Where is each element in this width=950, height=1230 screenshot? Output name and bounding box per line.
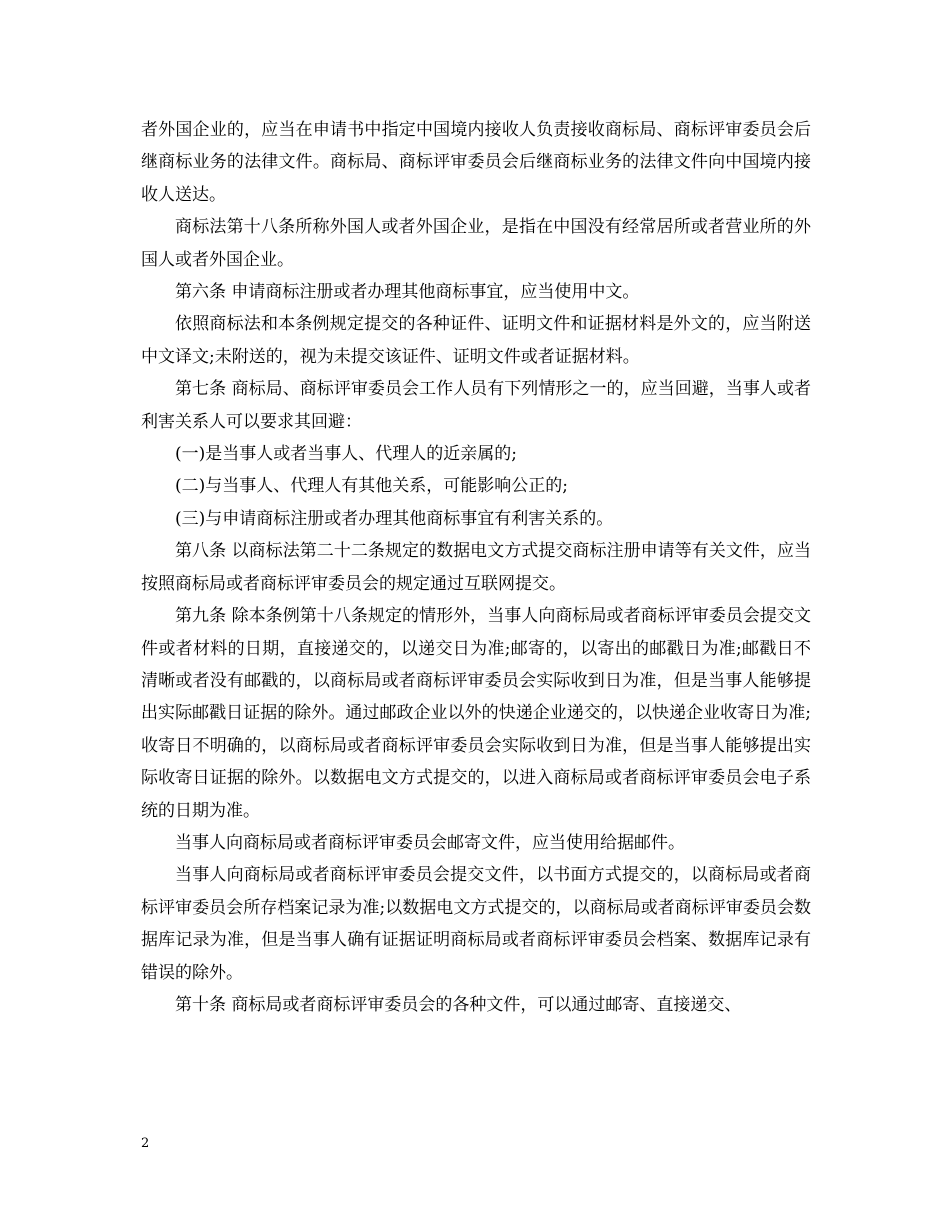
paragraph: (三)与申请商标注册或者办理其他商标事宜有利害关系的。 [175,508,614,529]
paragraph: 当事人向商标局或者商标评审委员会邮寄文件，应当使用给据邮件。 [175,832,685,853]
paragraph: (二)与当事人、代理人有其他关系，可能影响公正的; [175,476,568,497]
paragraph: 当事人向商标局或者商标评审委员会提交文件，以书面方式提交的，以商标局或者商标评审委员会所存档案记录为准;以数据电文方式提交的，以商标局或者商标评审委员会数据库记录为准，但是当事人确有证据证明商标局或者商标评审委员会档案、数据库记录有错误的除外。 [141,865,811,983]
page-number: 2 [141,1136,150,1151]
paragraph: 第六条 申请商标注册或者办理其他商标事宜，应当使用中文。 [175,282,640,303]
paragraph: 第九条 除本条例第十八条规定的情形外，当事人向商标局或者商标评审委员会提交文件或者材料的日期，直接递交的，以递交日为准;邮寄的，以寄出的邮戳日为准;邮戳日不清晰或者没有邮戳的，以商标局或者商标评审委员会实际收到日为准，但是当事人能够提出实际邮戳日证据的除外。通过邮政企业以外的快递企业递交的，以快递企业收寄日为准;收寄日不明确的，以商标局或者商标评审委员会实际收到日为准，但是当事人能够提出实际收寄日证据的除外。以数据电文方式提交的，以进入商标局或者商标评审委员会电子系统的日期为准。 [141,606,811,821]
paragraph: (一)是当事人或者当事人、代理人的近亲属的; [175,444,517,465]
document-body [141,114,811,1021]
paragraph: 第十条 商标局或者商标评审委员会的各种文件，可以通过邮寄、直接递交、 [175,994,742,1015]
paragraph: 者外国企业的，应当在申请书中指定中国境内接收人负责接收商标局、商标评审委员会后继商标业务的法律文件。商标局、商标评审委员会后继商标业务的法律文件向中国境内接收人送达。 [141,120,811,205]
paragraph: 第八条 以商标法第二十二条规定的数据电文方式提交商标注册申请等有关文件，应当按照商标局或者商标评审委员会的规定通过互联网提交。 [141,541,811,594]
paragraph: 商标法第十八条所称外国人或者外国企业，是指在中国没有经常居所或者营业所的外国人或者外国企业。 [141,217,811,270]
paragraph: 第七条 商标局、商标评审委员会工作人员有下列情形之一的，应当回避，当事人或者利害关系人可以要求其回避： [141,379,811,432]
paragraph: 依照商标法和本条例规定提交的各种证件、证明文件和证据材料是外文的，应当附送中文译文;未附送的，视为未提交该证件、证明文件或者证据材料。 [141,314,811,367]
